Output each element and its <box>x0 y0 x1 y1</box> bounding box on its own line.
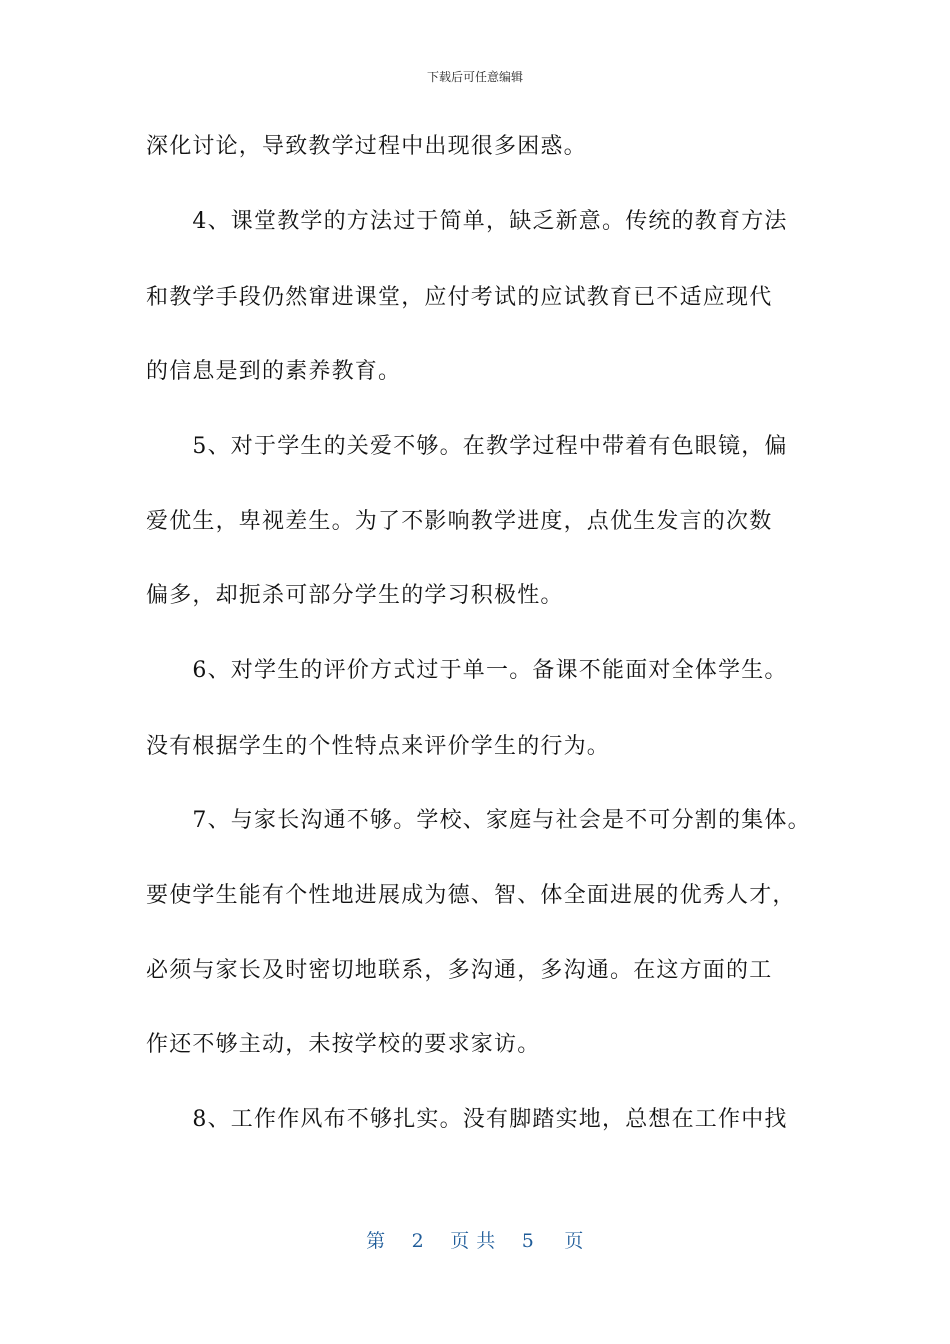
text-line: 没有根据学生的个性特点来评价学生的行为。 <box>146 734 611 759</box>
text-line: 的信息是到的素养教育。 <box>146 359 402 384</box>
text-line: 深化讨论，导致教学过程中出现很多困惑。 <box>146 134 587 159</box>
text-line: 必须与家长及时密切地联系，多沟通，多沟通。在这方面的工 <box>146 958 773 983</box>
total-pages-number: 5 <box>521 1230 535 1252</box>
footer-prefix: 第 <box>366 1230 386 1252</box>
text-line: 和教学手段仍然窜进课堂，应付考试的应试教育已不适应现代 <box>146 285 773 310</box>
text-line: 6、对学生的评价方式过于单一。备课不能面对全体学生。 <box>146 658 788 683</box>
footer-middle: 页 共 <box>450 1230 496 1252</box>
text-line: 7、与家长沟通不够。学校、家庭与社会是不可分割的集体。 <box>146 808 811 833</box>
text-line: 爱优生，卑视差生。为了不影响教学进度，点优生发言的次数 <box>146 509 773 534</box>
text-line: 偏多，却扼杀可部分学生的学习积极性。 <box>146 583 564 608</box>
text-line: 5、对于学生的关爱不够。在教学过程中带着有色眼镜，偏 <box>146 434 788 459</box>
page-footer <box>0 1226 950 1253</box>
text-line: 要使学生能有个性地进展成为德、智、体全面进展的优秀人才， <box>146 883 796 908</box>
text-line: 8、工作作风布不够扎实。没有脚踏实地，总想在工作中找 <box>146 1107 788 1132</box>
text-line: 作还不够主动，未按学校的要求家访。 <box>146 1032 541 1057</box>
footer-suffix: 页 <box>564 1230 584 1252</box>
text-line: 4、课堂教学的方法过于简单，缺乏新意。传统的教育方法 <box>146 209 788 234</box>
header-note: 下载后可任意编辑 <box>426 70 523 84</box>
current-page-number: 2 <box>411 1230 425 1252</box>
